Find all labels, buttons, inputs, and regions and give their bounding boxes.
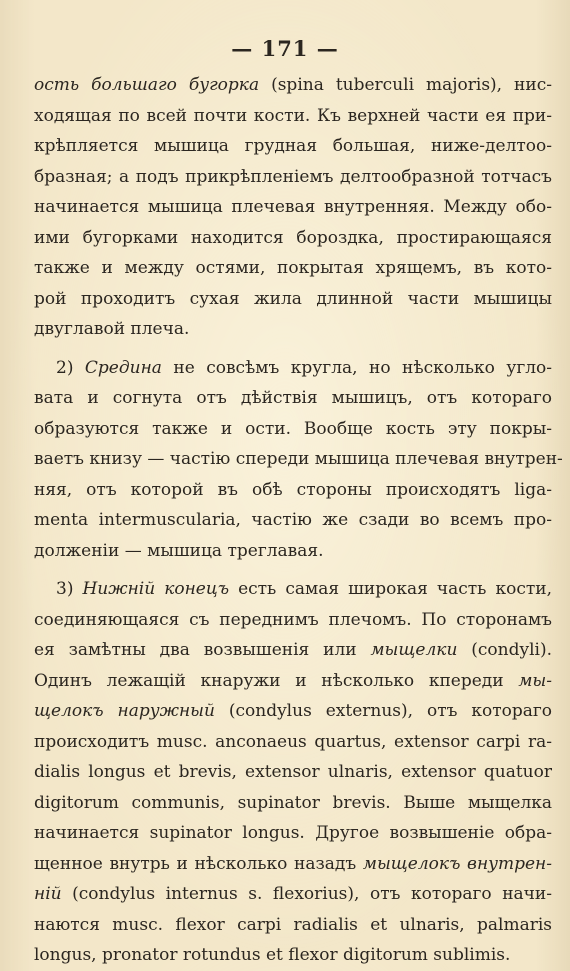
text-line — [34, 444, 563, 475]
text-run: dialis longus et brevis, extensor ulnaris, extensor quatuor — [34, 762, 552, 782]
text-run: longus, pronator rotundus et flexor digitorum sublimis. — [34, 945, 511, 965]
text-line — [34, 849, 552, 880]
text-run: 3) — [56, 579, 83, 599]
text-run: ваетъ книзу — частію спереди мышица плечевая внутрен- — [34, 449, 563, 469]
text-run: menta intermuscularia, частію же сзади во всемъ про- — [34, 510, 552, 530]
text-run: начинается supinator longus. Другое возвышеніе обра- — [34, 823, 552, 843]
text-line — [34, 475, 552, 506]
text-run: соединяющаяся съ переднимъ плечомъ. По сторонамъ — [34, 609, 552, 630]
text-line — [34, 353, 552, 384]
italic-term: Средина — [84, 357, 162, 378]
text-line — [34, 253, 552, 284]
text-run: рой проходитъ сухая жила длинной части мышицы — [34, 288, 552, 309]
italic-term: мы- — [518, 670, 552, 691]
text-run: (condyli). — [457, 640, 553, 660]
text-line — [34, 284, 552, 315]
text-run: (condylus externus), отъ котораго — [214, 701, 552, 721]
text-run: крѣпляется мышица грудная большая, ниже-делтоо- — [34, 136, 552, 156]
body-text — [34, 70, 563, 971]
text-line — [34, 162, 552, 193]
text-line — [34, 879, 552, 910]
text-run: долженіи — мышица треглавая. — [34, 540, 324, 561]
text-run: 2) — [56, 357, 85, 378]
text-line — [34, 131, 552, 162]
page-number: — 171 — — [231, 36, 339, 61]
text-run: няя, отъ которой въ обѣ стороны происходятъ liga- — [34, 479, 552, 500]
text-line — [34, 788, 552, 819]
text-line — [34, 818, 552, 849]
text-run: ими бугорками находится бороздка, простирающаяся — [34, 227, 552, 248]
text-line — [34, 101, 552, 132]
italic-term: Нижній конецъ — [82, 579, 230, 599]
text-line — [34, 910, 552, 941]
text-line — [34, 505, 552, 536]
text-run: начинается мышица плечевая внутренняя. Между обо- — [34, 197, 552, 217]
text-line — [34, 314, 552, 345]
text-line — [34, 605, 552, 636]
text-run: происходитъ musc. anconaeus quartus, extensor carpi ra- — [34, 731, 552, 752]
text-run: также и между остями, покрытая хрящемъ, въ кото- — [34, 258, 552, 278]
text-line — [34, 635, 552, 666]
italic-term: ость большаго бугорка — [34, 75, 260, 95]
italic-term: мыщелки — [370, 640, 458, 660]
text-line — [34, 383, 552, 414]
text-run: наются musc. flexor carpi radialis et ulnaris, palmaris — [34, 914, 552, 935]
text-line — [34, 536, 552, 567]
text-run: вата и согнута отъ дѣйствія мышицъ, отъ котораго — [34, 388, 552, 408]
text-line — [34, 727, 552, 758]
text-line — [34, 574, 552, 605]
text-run: (condylus internus s. flexorius), отъ котораго начи- — [61, 884, 552, 904]
text-run: не совсѣмъ кругла, но нѣсколько угло- — [161, 357, 553, 378]
text-run: Одинъ лежащій кнаружи и нѣсколько кпереди — [34, 670, 519, 691]
text-line — [34, 666, 552, 697]
text-run: есть самая широкая часть кости, — [229, 579, 552, 599]
text-line — [34, 414, 552, 445]
text-run: щенное внутрь и нѣсколько назадъ — [34, 853, 363, 874]
text-line — [34, 70, 552, 101]
text-run: бразная; а подъ прикрѣпленіемъ делтообразной тотчасъ — [34, 166, 552, 187]
text-line — [34, 192, 552, 223]
italic-term: щелокъ наружный — [34, 701, 215, 721]
text-run: двуглавой плеча. — [34, 319, 190, 339]
italic-term: ній — [34, 884, 62, 904]
text-line — [34, 940, 552, 971]
text-line — [34, 696, 552, 727]
text-run: digitorum communis, supinator brevis. Выше мыщелка — [34, 792, 552, 813]
text-run: образуются также и ости. Вообще кость эту покры- — [34, 418, 552, 439]
text-line — [34, 223, 552, 254]
text-run: ея замѣтны два возвышенія или — [34, 640, 371, 660]
text-line — [34, 757, 552, 788]
text-run: (spina tuberculi majoris), нис- — [259, 75, 552, 95]
text-run: ходящая по всей почти кости. Къ верхней части ея при- — [34, 105, 552, 126]
italic-term: мыщелокъ внутрен- — [362, 853, 553, 874]
